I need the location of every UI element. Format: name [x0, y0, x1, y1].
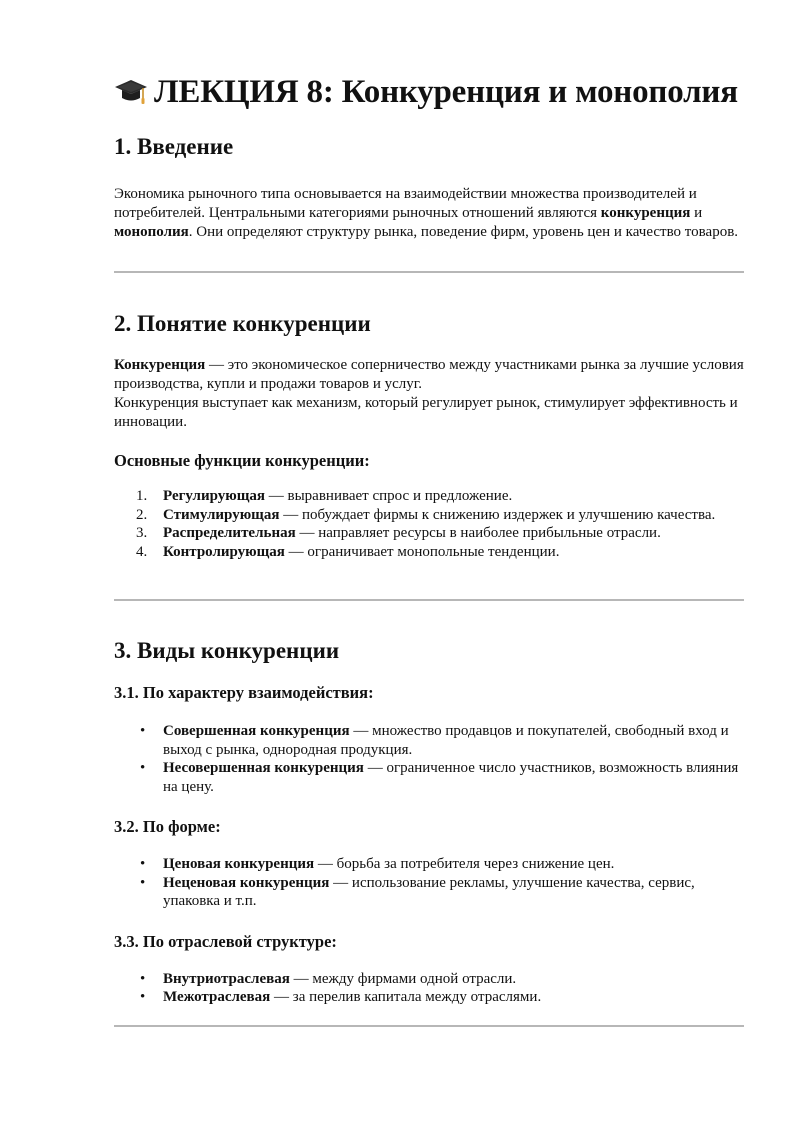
divider	[114, 599, 744, 601]
list-item: • Совершенная конкуренция — множество продавцов и покупателей, свободный вход и выход с рынка, однородная продукция.	[140, 723, 729, 758]
page-title	[114, 74, 738, 111]
list-item: 3. Распределительная — направляет ресурсы в наиболее прибыльные отрасли.	[136, 525, 661, 541]
section-heading: 1. Введение	[114, 134, 234, 159]
functions-list	[114, 487, 744, 561]
list-item: • Ценовая конкуренция — борьба за потребителя через снижение цен.	[140, 856, 615, 872]
section-competition-types	[114, 637, 744, 1007]
section-competition-concept	[114, 310, 744, 561]
section-heading: 2. Понятие конкуренции	[114, 311, 371, 336]
section-heading: 3. Виды конкуренции	[114, 638, 340, 663]
definition-paragraph: Конкуренция — это экономическое соперничество между участниками рынка за лучшие условия производства, купли и продажи товаров и услуг. Конкуренция выступает как механизм, который регулирует рынок, стимулирует эффективность и инновации.	[114, 357, 744, 430]
list-item: • Неценовая конкуренция — использование рекламы, улучшение качества, сервис, упаковка и т.п.	[140, 874, 695, 909]
list-item: 4. Контролирующая — ограничивает монопольные тенденции.	[136, 543, 560, 560]
list-item: • Несовершенная конкуренция — ограниченное число участников, возможность влияния на цену.	[140, 760, 739, 795]
bullet-list	[114, 855, 744, 911]
list-item: • Внутриотраслевая — между фирмами одной отрасли.	[140, 970, 517, 987]
subsection-heading: Основные функции конкуренции:	[114, 451, 370, 470]
list-item: • Межотраслевая — за перелив капитала между отраслями.	[140, 989, 542, 1005]
list-item: 1. Регулирующая — выравнивает спрос и предложение.	[136, 488, 513, 504]
subsection-heading: 3.2. По форме:	[114, 817, 221, 836]
bullet-list	[114, 722, 744, 796]
divider	[114, 271, 744, 273]
term-competition: Конкуренция	[114, 357, 206, 373]
subsection-heading: 3.1. По характеру взаимодействия:	[114, 683, 374, 702]
graduation-cap-icon	[114, 74, 148, 108]
page-title-text: ЛЕКЦИЯ 8: Конкуренция и монополия	[154, 74, 738, 110]
term-competition: конкуренция	[600, 205, 691, 221]
bullet-list	[114, 970, 744, 1007]
subsection-heading: 3.3. По отраслевой структуре:	[114, 931, 337, 951]
divider	[114, 1025, 744, 1027]
list-item: 2. Стимулирующая — побуждает фирмы к снижению издержек и улучшению качества.	[136, 506, 716, 523]
term-monopoly: монополия	[114, 224, 189, 240]
section-introduction	[114, 133, 744, 242]
intro-paragraph: Экономика рыночного типа основывается на взаимодействии множества производителей и потребителей. Центральными категориями рыночных отношений являются конкуренция и монополия. Они определяют структуру рынка, поведение фирм, уровень цен и качество товаров.	[114, 186, 739, 240]
